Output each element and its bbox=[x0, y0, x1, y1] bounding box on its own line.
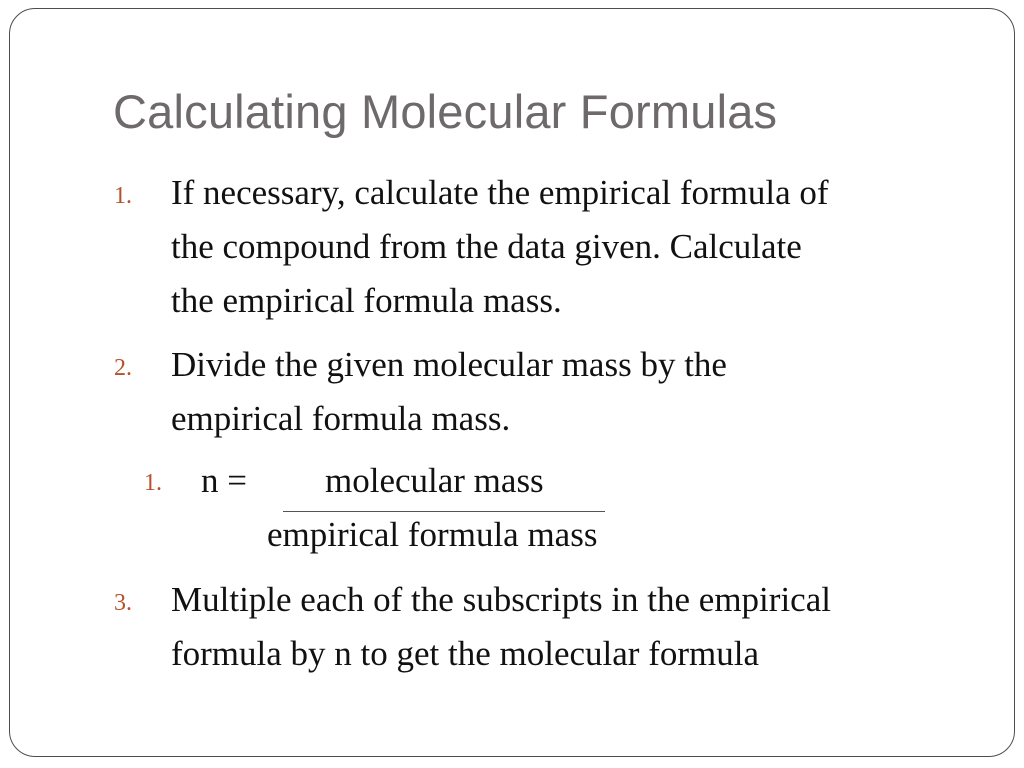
substep-number: 1. bbox=[144, 470, 162, 496]
formula-denominator: empirical formula mass bbox=[267, 515, 598, 554]
step-1-number: 1. bbox=[114, 183, 132, 209]
step-1-line-3: the empirical formula mass. bbox=[171, 281, 562, 320]
slide-title: Calculating Molecular Formulas bbox=[113, 85, 778, 138]
step-3-line-1: Multiple each of the subscripts in the empirical bbox=[171, 580, 831, 619]
step-2-line-1: Divide the given molecular mass by the bbox=[171, 345, 727, 384]
formula-numerator: molecular mass bbox=[325, 461, 544, 500]
step-2-number: 2. bbox=[114, 355, 132, 381]
formula-lhs: n = bbox=[201, 461, 247, 500]
step-1-line-1: If necessary, calculate the empirical formula of bbox=[171, 173, 829, 212]
step-2-line-2: empirical formula mass. bbox=[171, 399, 511, 438]
step-3-line-2: formula by n to get the molecular formula bbox=[171, 634, 760, 673]
fraction-bar bbox=[283, 511, 605, 512]
step-3-number: 3. bbox=[114, 590, 132, 616]
step-1-line-2: the compound from the data given. Calculate bbox=[171, 227, 802, 266]
